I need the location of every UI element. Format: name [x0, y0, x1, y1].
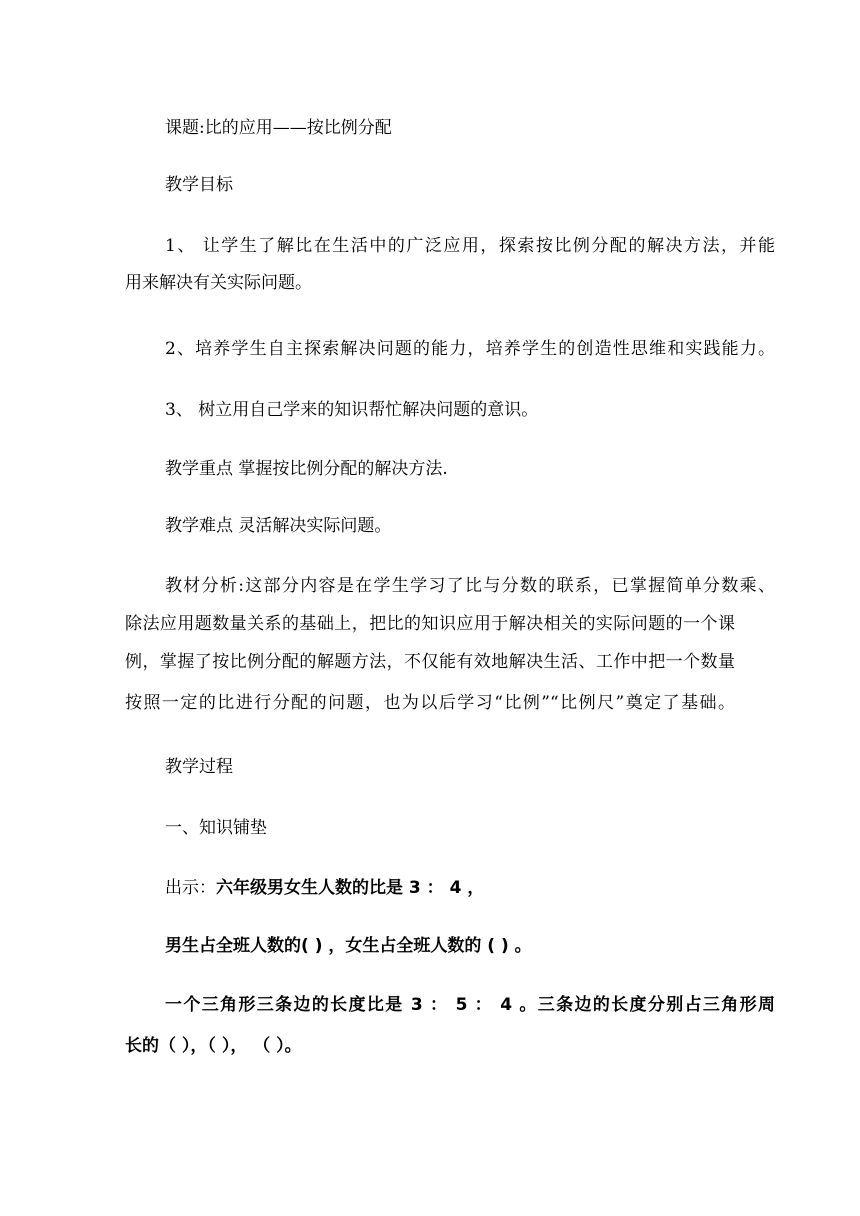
- goal-3: 3、 树立用自己学来的知识帮忙解决问题的意识。: [165, 400, 539, 420]
- analysis-line-3: 例，掌握了按比例分配的解题方法，不仅能有效地解决生活、工作中把一个数量: [125, 652, 735, 672]
- section-1-heading: 一、知识铺垫: [165, 818, 267, 838]
- key-point: 教学重点 掌握按比例分配的解决方法.: [165, 459, 448, 479]
- goals-heading: 教学目标: [165, 175, 233, 195]
- analysis-line-4: 按照一定的比进行分配的问题，也为以后学习“比例”“比例尺”奠定了基础。: [125, 693, 735, 713]
- goal-2: 2、培养学生自主探索解决问题的能力，培养学生的创造性思维和实践能力。: [165, 339, 775, 359]
- triangle-question-line-2: 长的（ ），（ ）， （ ）。: [125, 1036, 302, 1056]
- show-label: 出示：: [165, 878, 216, 898]
- boys-girls-question: 男生占全班人数的( ) ，女生占全班人数的 ( ) 。: [165, 936, 532, 956]
- analysis-line-2: 除法应用题数量关系的基础上，把比的知识应用于解决相关的实际问题的一个课: [125, 614, 735, 634]
- goal-1-line-2: 用来解决有关实际问题。: [125, 273, 312, 293]
- difficulty: 教学难点 灵活解决实际问题。: [165, 516, 392, 536]
- goal-1-line-1: 1、 让学生了解比在生活中的广泛应用，探索按比例分配的解决方法，并能: [165, 236, 775, 256]
- triangle-question-line-1: 一个三角形三条边的长度比是 3 ： 5 ： 4 。三条边的长度分别占三角形周: [165, 995, 775, 1015]
- show-line: [125, 876, 775, 900]
- analysis-line-1: 教材分析:这部分内容是在学生学习了比与分数的联系，已掌握简单分数乘、: [165, 576, 775, 596]
- lesson-title: 课题:比的应用——按比例分配: [165, 118, 392, 138]
- process-heading: 教学过程: [165, 757, 233, 777]
- show-text: 六年级男女生人数的比是 3 ： 4 ，: [216, 878, 485, 898]
